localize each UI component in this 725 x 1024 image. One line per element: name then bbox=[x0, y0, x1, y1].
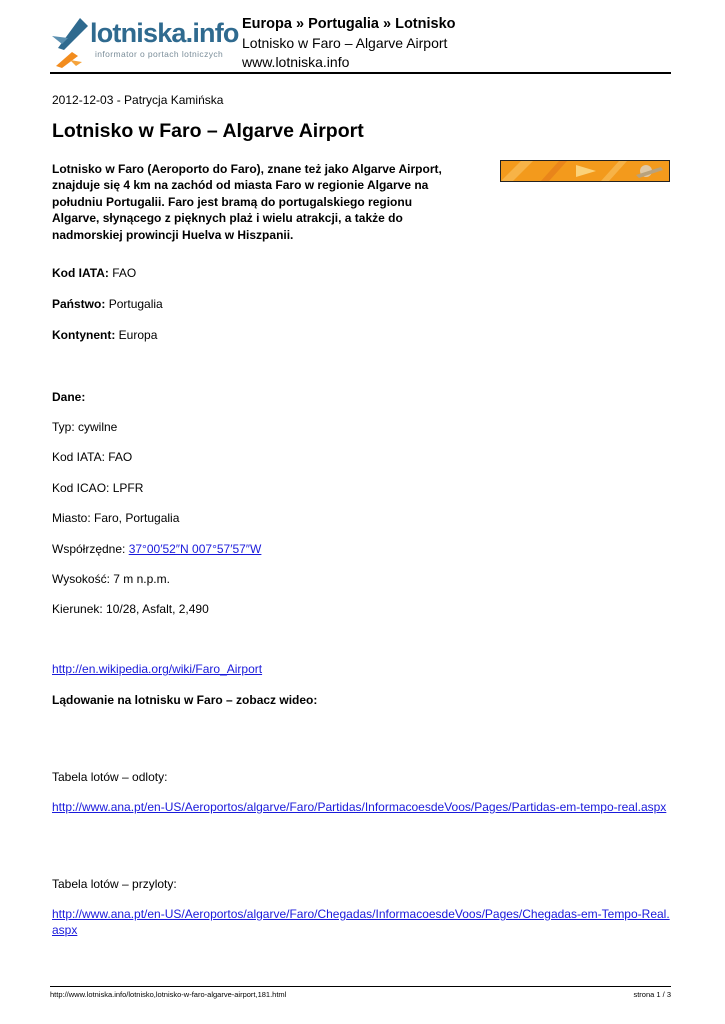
page-header bbox=[242, 15, 456, 72]
arrivals-link[interactable]: http://www.ana.pt/en-US/Aeroportos/algarve/Faro/Chegadas/InformacoesdeVoos/Pages/Chegadas-em-Tempo-Real.aspx bbox=[52, 907, 670, 937]
dane-city: Miasto: Faro, Portugalia bbox=[52, 511, 180, 525]
departures-link[interactable]: http://www.ana.pt/en-US/Aeroportos/algarve/Faro/Partidas/InformacoesdeVoos/Pages/Partidas-em-tempo-real.aspx bbox=[52, 800, 667, 814]
logo-tagline: informator o portach lotniczych bbox=[95, 49, 224, 59]
footer-divider bbox=[50, 986, 671, 987]
footer-url: http://www.lotniska.info/lotnisko,lotnisko-w-faro-algarve-airport,181.html bbox=[50, 990, 287, 999]
video-heading: Lądowanie na lotnisku w Faro – zobacz wideo: bbox=[52, 693, 318, 707]
arrivals-label: Tabela lotów – przyloty: bbox=[52, 877, 177, 891]
coordinates-link[interactable]: 37°00′52″N 007°57′57″W bbox=[128, 542, 262, 556]
header-subtitle: Lotnisko w Faro – Algarve Airport bbox=[242, 35, 448, 51]
arrivals-link-wrap bbox=[52, 906, 674, 938]
header-site: www.lotniska.info bbox=[242, 54, 350, 70]
dane-type: Typ: cywilne bbox=[52, 420, 118, 434]
wikipedia-link[interactable]: http://en.wikipedia.org/wiki/Faro_Airport bbox=[52, 662, 263, 676]
breadcrumb: Europa » Portugalia » Lotnisko bbox=[242, 16, 456, 32]
banner-illustration-icon bbox=[501, 161, 669, 181]
dane-iata: Kod IATA: FAO bbox=[52, 450, 133, 464]
page-title: Lotnisko w Faro – Algarve Airport bbox=[52, 120, 364, 142]
departures-label: Tabela lotów – odloty: bbox=[52, 770, 168, 784]
logo-wordmark: lotniska.info bbox=[90, 18, 239, 48]
header-divider bbox=[50, 72, 671, 74]
fact-continent: Kontynent: Europa bbox=[52, 328, 158, 342]
footer-page-number: strona 1 / 3 bbox=[633, 990, 671, 999]
dane-coordinates: Współrzędne: 37°00′52″N 007°57′57″W bbox=[52, 542, 262, 556]
dane-elevation: Wysokość: 7 m n.p.m. bbox=[52, 572, 170, 586]
departures-link-wrap bbox=[52, 799, 674, 815]
dane-heading: Dane: bbox=[52, 390, 86, 404]
banner-image bbox=[500, 160, 670, 182]
post-meta: 2012-12-03 - Patrycja Kamińska bbox=[52, 93, 224, 107]
lead-paragraph: Lotnisko w Faro (Aeroporto do Faro), znane też jako Algarve Airport, znajduje się 4 km na zachód od miasta Faro w regionie Algarve na południu Portugalii. Faro jest bramą do portugalskiego regionu Algarve, słynącego z pięknych plaż i wielu atrakcji, a także do nadmorskiej prowincji Huelva w Hiszpanii. bbox=[52, 162, 442, 242]
fact-country: Państwo: Portugalia bbox=[52, 297, 163, 311]
dane-runway: Kierunek: 10/28, Asfalt, 2,490 bbox=[52, 602, 209, 616]
site-logo[interactable] bbox=[50, 14, 239, 74]
fact-iata: Kod IATA: FAO bbox=[52, 266, 137, 280]
dane-icao: Kod ICAO: LPFR bbox=[52, 481, 144, 495]
plane-logo-icon bbox=[50, 16, 90, 68]
wiki-link-line bbox=[52, 662, 262, 676]
